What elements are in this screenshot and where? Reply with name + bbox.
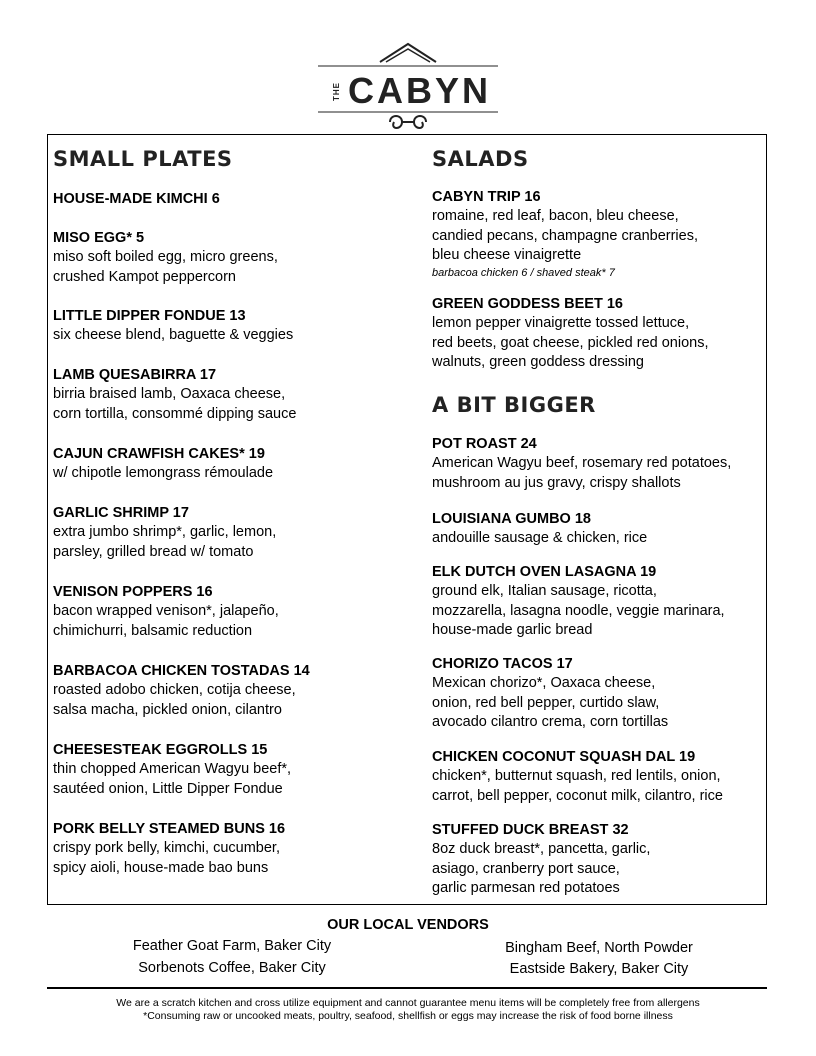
menu-item	[53, 741, 423, 799]
item-desc: roasted adobo chicken, cotija cheese,	[53, 682, 296, 698]
item-desc: garlic parmesan red potatoes	[432, 880, 620, 896]
menu-item	[432, 563, 766, 641]
menu-item	[53, 190, 423, 209]
item-desc: w/ chipotle lemongrass rémoulade	[53, 465, 274, 481]
item-desc: six cheese blend, baguette & veggies	[53, 327, 294, 343]
item-desc: bleu cheese vinaigrette	[432, 247, 582, 263]
item-desc: asiago, cranberry port sauce,	[432, 860, 620, 877]
item-desc: salsa macha, pickled onion, cilantro	[53, 701, 282, 718]
item-name: BARBACOA CHICKEN TOSTADAS 14	[53, 663, 310, 679]
item-name: LAMB QUESABIRRA 17	[53, 367, 217, 383]
item-desc: mozzarella, lasagna noodle, veggie marinara,	[432, 602, 725, 619]
item-name: ELK DUTCH OVEN LASAGNA 19	[432, 564, 657, 580]
vendors-title: OUR LOCAL VENDORS	[327, 917, 489, 933]
menu-item	[53, 366, 423, 424]
menu-item	[53, 307, 423, 346]
item-desc: chicken*, butternut squash, red lentils, onion,	[432, 768, 721, 784]
menu-item	[53, 229, 423, 287]
item-desc: parsley, grilled bread w/ tomato	[53, 543, 254, 560]
item-desc: onion, red bell pepper, curtido slaw,	[432, 694, 660, 711]
menu-item	[432, 748, 766, 806]
item-name: PORK BELLY STEAMED BUNS 16	[53, 821, 286, 837]
item-name: HOUSE-MADE KIMCHI 6	[53, 191, 220, 207]
cabyn-logo	[318, 40, 498, 132]
item-name: VENISON POPPERS 16	[53, 584, 213, 600]
item-desc: 8oz duck breast*, pancetta, garlic,	[432, 841, 651, 857]
vendor-item: Sorbenots Coffee, Baker City	[138, 960, 326, 976]
item-name: GARLIC SHRIMP 17	[53, 505, 189, 521]
item-desc: andouille sausage & chicken, rice	[432, 530, 648, 546]
item-desc: Mexican chorizo*, Oaxaca cheese,	[432, 675, 656, 691]
item-name: CHORIZO TACOS 17	[432, 656, 573, 672]
item-desc: red beets, goat cheese, pickled red onions,	[432, 334, 709, 351]
allergen-disclaimer: We are a scratch kitchen and cross utilize equipment and cannot guarantee menu items will be completely free from allergens	[116, 997, 700, 1009]
small-plates-title: SMALL PLATES	[53, 147, 233, 171]
item-name: CAJUN CRAWFISH CAKES* 19	[53, 446, 265, 462]
item-desc: thin chopped American Wagyu beef*,	[53, 761, 292, 777]
menu-item	[432, 510, 766, 549]
item-name: CHICKEN COCONUT SQUASH DAL 19	[432, 749, 696, 765]
logo-the: THE	[332, 82, 341, 101]
divider-rule	[47, 987, 767, 989]
item-addon-note: barbacoa chicken 6 / shaved steak* 7	[432, 266, 615, 279]
item-desc: house-made garlic bread	[432, 622, 593, 638]
item-desc: crushed Kampot peppercorn	[53, 268, 236, 285]
menu-box	[47, 134, 767, 905]
menu-item	[53, 662, 423, 720]
menu-item	[53, 504, 423, 562]
item-desc: American Wagyu beef, rosemary red potatoes,	[432, 455, 732, 471]
item-desc: romaine, red leaf, bacon, bleu cheese,	[432, 208, 679, 224]
item-desc: lemon pepper vinaigrette tossed lettuce,	[432, 315, 690, 331]
salads-title: SALADS	[432, 147, 529, 171]
menu-item	[53, 445, 423, 484]
menu-item	[432, 188, 766, 281]
item-desc: crispy pork belly, kimchi, cucumber,	[53, 840, 280, 856]
item-desc: birria braised lamb, Oaxaca cheese,	[53, 386, 286, 402]
item-desc: avocado cilantro crema, corn tortillas	[432, 714, 669, 730]
menu-item	[53, 583, 423, 641]
menu-item	[432, 821, 766, 899]
item-name: STUFFED DUCK BREAST 32	[432, 822, 629, 838]
vendor-item: Eastside Bakery, Baker City	[509, 961, 689, 977]
item-desc: carrot, bell pepper, coconut milk, cilantro, rice	[432, 787, 723, 804]
bigger-title: A BIT BIGGER	[432, 393, 596, 417]
vendor-item: Feather Goat Farm, Baker City	[132, 938, 332, 954]
item-desc: candied pecans, champagne cranberries,	[432, 227, 698, 244]
item-desc: sautéed onion, Little Dipper Fondue	[53, 780, 283, 797]
item-desc: walnuts, green goddess dressing	[432, 354, 644, 370]
item-name: LITTLE DIPPER FONDUE 13	[53, 308, 246, 324]
item-desc: miso soft boiled egg, micro greens,	[53, 249, 278, 265]
item-desc: bacon wrapped venison*, jalapeño,	[53, 603, 279, 619]
item-desc: chimichurri, balsamic reduction	[53, 622, 253, 639]
menu-item	[432, 435, 766, 493]
item-desc: spicy aioli, house-made bao buns	[53, 859, 269, 876]
menu-item	[432, 655, 766, 733]
item-name: CABYN TRIP 16	[432, 189, 541, 205]
item-name: POT ROAST 24	[432, 436, 537, 452]
item-name: GREEN GODDESS BEET 16	[432, 296, 623, 312]
logo-wordmark: CABYN	[348, 70, 492, 111]
item-desc: corn tortilla, consommé dipping sauce	[53, 405, 297, 422]
item-desc: ground elk, Italian sausage, ricotta,	[432, 583, 657, 599]
item-name: CHEESESTEAK EGGROLLS 15	[53, 742, 268, 758]
item-name: MISO EGG* 5	[53, 230, 145, 246]
item-desc: mushroom au jus gravy, crispy shallots	[432, 474, 681, 491]
item-name: LOUISIANA GUMBO 18	[432, 511, 591, 527]
vendor-item: Bingham Beef, North Powder	[505, 940, 693, 956]
raw-food-warning: *Consuming raw or uncooked meats, poultry, seafood, shellfish or eggs may increase the risk of food borne illness	[143, 1010, 673, 1022]
menu-item	[53, 820, 423, 878]
item-desc: extra jumbo shrimp*, garlic, lemon,	[53, 524, 277, 540]
menu-item	[432, 295, 766, 373]
